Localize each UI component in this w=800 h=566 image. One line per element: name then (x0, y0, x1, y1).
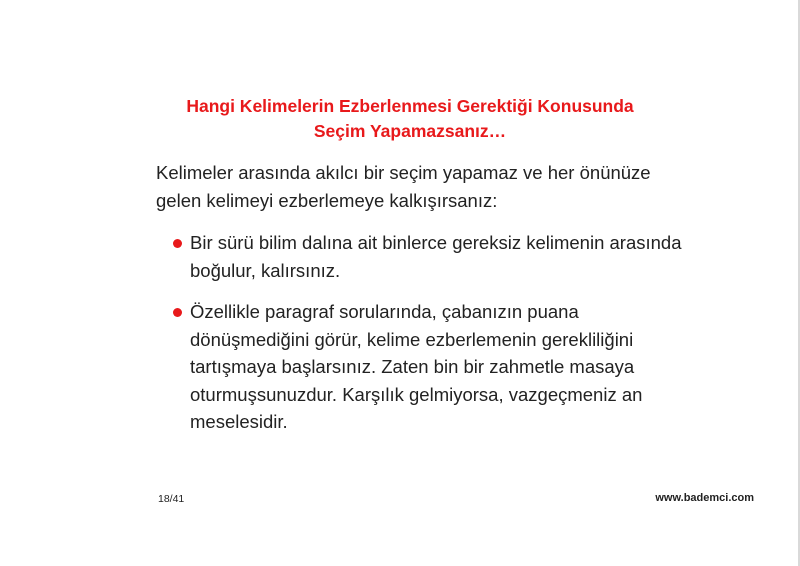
bullet-item-2-line-3: tartışmaya başlarsınız. Zaten bin bir zahmetle masaya (190, 356, 635, 377)
intro-paragraph (156, 159, 756, 215)
bullet-item-2 (156, 298, 756, 436)
bullet-list (156, 229, 756, 436)
intro-line-2: gelen kelimeyi ezberlemeye kalkışırsanız: (156, 190, 498, 211)
bullet-dot-icon (173, 239, 182, 248)
bullet-item-2-line-2: dönüşmediğini görür, kelime ezberlemenin gerekliliğini (190, 328, 634, 350)
bullet-dot-icon (173, 308, 182, 317)
bullet-item-1-line-1: Bir sürü bilim dalına ait binlerce gereksiz kelimenin arasında (190, 232, 682, 253)
bullet-item-2-line-4: oturmuşsunuzdur. Karşılık gelmiyorsa, vazgeçmeniz an (190, 383, 643, 405)
bullet-item-1-line-2: boğulur, kalırsınız. (190, 259, 341, 281)
page-number: 18/41 (158, 493, 185, 505)
bullet-item-2-line-1: Özellikle paragraf sorularında, çabanızın puana (190, 301, 579, 322)
website-link[interactable]: www.bademci.com (655, 492, 754, 504)
bullet-item-1 (156, 229, 756, 284)
bullet-item-2-line-5: meselesidir. (190, 411, 288, 432)
slide-title (150, 94, 670, 144)
slide-title-line-1: Hangi Kelimelerin Ezberlenmesi Gerektiği Konusunda (186, 96, 634, 116)
intro-line-1: Kelimeler arasında akılcı bir seçim yapamaz ve her önünüze (156, 162, 651, 183)
slide-title-line-2: Seçim Yapamazsanız… (313, 121, 507, 141)
